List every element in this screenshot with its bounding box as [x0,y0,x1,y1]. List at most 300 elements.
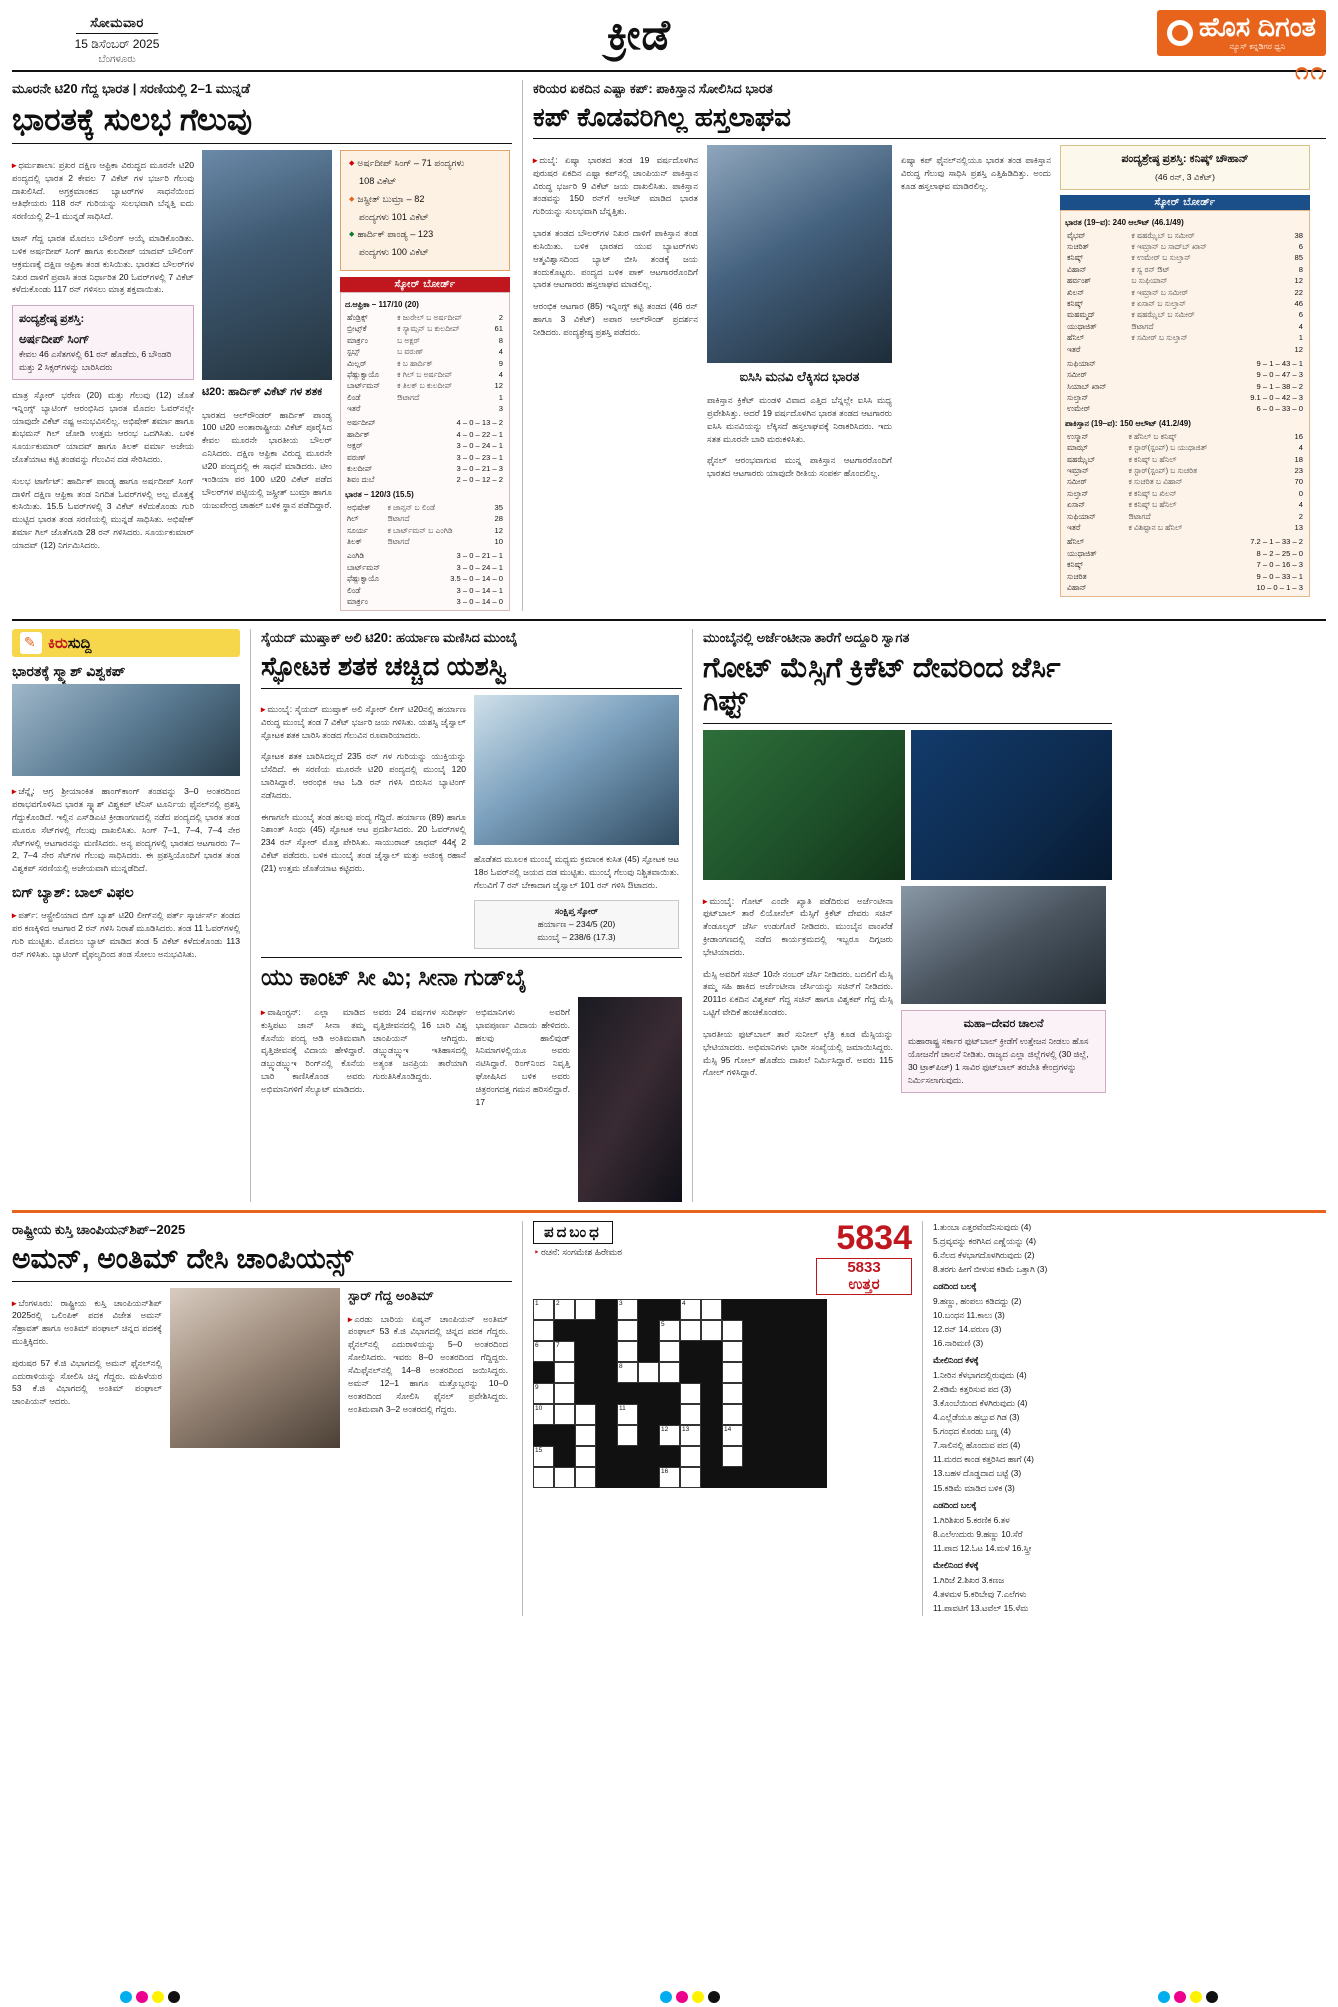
cell[interactable] [722,1404,743,1425]
bat-dismissal: ಕ ಕನಿಷ್ಕ್ ಬ ಹೆನಿಲ್ [1128,500,1177,510]
cell[interactable]: 15 [533,1446,554,1467]
cell[interactable]: 1 [533,1299,554,1320]
cell-block [680,1341,701,1362]
bat-dismissal: ಕ ಸ್ಯಾಮ್ಸನ್ ಬ ಕುಲದೀಪ್ [397,324,460,334]
cell[interactable] [617,1320,638,1341]
story-mumbai-para-2: ಈಗಾಗಲೇ ಮುಂಬೈ ತಂಡ ಹಲವು ಪಂದ್ಯ ಗೆದ್ದಿದೆ. ಹರ್ಯಾಣ (89) ಹಾಗೂ ನಿಶಾಂತ್ ಸಿಂಧು (45) ಸ್ಫೋಟಕ ಆಟ ಪ್ರದರ್ಶಿಸಿದರು. 20 ಓವರ್‌ಗಳಲ್ಲಿ 234 ರನ್ ಸ್ಕೋರ್ ಮೊತ್ತ ಪೇರಿಸಿತು. ಸಾಯುರಾಜ್ ಜಾಧವ್ 44ಕ್ಕೆ 2 ವಿಕೆಟ್ ಪಡೆದರು. ಬಳಿಕ ಮುಂಬೈ ತಂಡ ಜೈಸ್ವಾಲ್ ಮತ್ತು ಅಜಿಂಕ್ಯ ರಹಾನೆ (21) ಉತ್ತಮ ಜೊತೆಯಾಟ ಕಟ್ಟಿದರು. [261,811,466,874]
bowl-name: ಯುಧಾಜಿತ್ [1067,548,1097,558]
table-row [1065,499,1305,510]
table-row [1065,392,1305,403]
cell-block [701,1446,722,1467]
bat-name: ಸೂರ್ಯ [347,525,368,535]
clue-across-1: 5.ದ್ರವ್ಯವನ್ನು ಕರಗಿಸಿದ ಎಣ್ಣೆಯನ್ನು (4) [933,1236,1037,1247]
cell[interactable]: 13 [680,1425,701,1446]
cell[interactable] [554,1467,575,1488]
kirusuddi-badge-label-1: ಕಿರು [48,634,68,652]
bat-dismissal: ಕ ಕನಿಷ್ಕ್ ಬ ಹೆನಿಲ್ [1128,454,1177,464]
bat-name: ಯುಧಾಜಿತ್ [1067,321,1097,331]
scorecard-2-title: ಸ್ಕೋರ್ ಬೋರ್ಡ್ [1060,195,1310,210]
cell-block [701,1467,722,1488]
cell-block [806,1404,827,1425]
cell-block [575,1362,596,1383]
bat-runs: 1 [498,392,503,402]
bowl-name: ಅರ್ಷದೀಪ್ [347,418,376,428]
clue-across-2: 6.ನೆಲದ ಕೆಳಭಾಗದೊಳಗಿರುವುದು (2) [933,1250,1035,1261]
divider [12,143,512,144]
bowl-figures: 3 – 0 – 14 – 0 [456,596,503,606]
cell[interactable]: 5 [659,1320,680,1341]
bat-dismissal: ಕ ಗಿಲ್ ಬ ಅರ್ಷದೀಪ್ [397,369,453,379]
table-row [345,312,505,323]
cell-block [596,1320,617,1341]
table-row [1065,582,1305,593]
cell-block [743,1341,764,1362]
bat-name: ಇಮ್ರಾನ್ [1067,466,1089,476]
kirusuddi-item-1-title: ಬಿಗ್ ಬ್ಯಾಶ್: ಬಾಲ್ ವಿಫಲ [12,883,134,900]
cell-block [764,1299,785,1320]
cell[interactable] [617,1341,638,1362]
cell[interactable] [575,1446,596,1467]
table-row [345,550,505,561]
cell-block [743,1299,764,1320]
story-main-para-0: ▸ ಧರ್ಮಶಾಲಾ: ಪ್ರಖರ ದಕ್ಷಿಣ ಆಫ್ರಿಕಾ ವಿರುದ್ಧದ ಮೂರನೇ ಟಿ20 ಪಂದ್ಯದಲ್ಲಿ ಭಾರತ 2 ಕೇವಲ 7 ವಿಕೆಟ್ ಗಳ ಭರ್ಜರಿ ಗೆಲುವು ದಾಖಲಿಸಿದೆ. ಅಗ್ರಕ್ರಮಾಂಕದ ಬ್ಯಾಟರ್‌ಗಳ ಸಾಧನೆಯಿಂದ ಆತಿಥೇಯರು 118 ರನ್ ಗುರಿಯನ್ನು ಸುಲಭವಾಗಿ ಬೆನ್ನತ್ತಿ ಐದು ಸರಣಿಯಲ್ಲಿ 2–1 ಮುನ್ನಡೆ ಸಾಧಿಸಿದೆ. [12,159,194,223]
cell-block [659,1299,680,1320]
bat-runs: 12 [494,525,503,535]
cell-block [554,1320,575,1341]
cell-block [785,1467,806,1488]
table-row [1065,548,1305,559]
cell-block [596,1362,617,1383]
story-two-para-0: ▸ ದುಬೈ: ಏಷ್ಯಾ ಭಾರತದ ತಂಡ 19 ವರ್ಷದೊಳಗಿನ ಪುರುಷರ ಏಕದಿನ ಎಷ್ಟಾ ಕಪ್‌ನಲ್ಲಿ ಚಾಂಪಿಯನ್ ಪಾಕಿಸ್ತಾನ ವಿರುದ್ಧ ಭರ್ಜರಿ 9 ವಿಕೆಟ್ ಜಯ ದಾಖಲಿಸಿತು. ಪಾಕಿಸ್ತಾನ ತಂಡವನ್ನು 150 ರನ್‌ಗೆ ಆಲೌಟ್ ಮಾಡಿದ ಭಾರತ ಗುರಿಯನ್ನು ಸುಲಭವಾಗಿ ಬೆನ್ನತ್ತಿತು. [533,154,698,218]
cell[interactable]: 10 [533,1404,554,1425]
table-row [1065,252,1305,263]
bat-runs: 28 [494,514,503,524]
story-messi-headline: ಗೋಟ್ ಮೆಸ್ಸಿಗೆ ಕ್ರಿಕೆಟ್ ದೇವರಿಂದ ಜೆರ್ಸಿ ಗಿಫ್ಟ್ [703,651,1061,716]
cell-block [785,1320,806,1341]
story-main-kicker: ಮೂರನೇ ಟಿ20 ಗೆದ್ದ ಭಾರತ | ಸರಣಿಯಲ್ಲಿ 2–1 ಮುನ್ನಡೆ [12,81,250,96]
bat-name: ಹೆಂಡ್ರಿಕ್ಸ್ [347,312,368,322]
cell-block [638,1446,659,1467]
bowl-name: ಕನಿಷ್ಕ್ [1067,560,1083,570]
bat-dismissal: ಕ ಇಮ್ರಾನ್ ಬ ಸಾದ್‌ಬ್ ಖಾನ್ [1131,242,1207,251]
crossword-footnote [533,1492,912,1501]
bat-runs: 10 [494,537,503,546]
cell-block [638,1404,659,1425]
kirusuddi-item-1-body: ▸ ಪರ್ತ್: ಆಸ್ಟ್ರೇಲಿಯಾದ ಬಿಗ್ ಬ್ಯಾಶ್ ಟಿ20 ಲೀಗ್‌ನಲ್ಲಿ ಪರ್ತ್ ಸ್ಕಾರ್ಚರ್ಸ್ ತಂಡದ ಪರ ಕಣಕ್ಕಿಳಿದ ಆಟಗಾರ 2 ರನ್ ಗಳಿಸಿ ನಿರಾಶೆ ಮೂಡಿಸಿದರು. ತಂಡ 11 ಓವರ್‌ಗಳಲ್ಲಿ ಗುರಿ ಮುಟ್ಟಿತು. ಮೊದಲು ಬ್ಯಾಟ್ ಮಾಡಿದ ತಂಡ 5 ವಿಕೆಟ್ ಕಳೆದುಕೊಂಡು 113 ರನ್ ಗಳಿಸಿತು. ಬ್ಯಾಟಿಂಗ್ ವೈಫಲ್ಯದಿಂದ ತಂಡ ಸೋಲು ಅನುಭವಿಸಿತು. [12,909,240,961]
cell[interactable] [722,1341,743,1362]
table-row [345,474,505,485]
bat-dismissal: ಕ ಕನಿಷ್ಕ್ ಬ ಖಿಲನ್ [1128,488,1177,498]
cell-block [659,1383,680,1404]
cell-block [638,1383,659,1404]
bat-runs: 6 [1298,242,1303,251]
bat-dismissal: ಬ ಅಕ್ಷರ್ [397,335,421,345]
cell[interactable] [575,1299,596,1320]
cell-block [638,1425,659,1446]
cell-block [785,1341,806,1362]
table-row [1065,442,1305,453]
cell[interactable] [701,1299,722,1320]
bowl-name: ಸುಫಿಯಾನ್ [1067,358,1096,368]
bat-name: ಇತರೆ [347,404,361,414]
table-row [1065,431,1305,442]
bat-dismissal: ಕ ಇಮ್ರಾನ್ ಬ ಸಮೀರ್ [1131,287,1189,297]
cell-block [764,1362,785,1383]
brand-logo[interactable] [1157,10,1326,56]
bowl-figures: 9 – 0 – 33 – 1 [1256,571,1303,581]
masthead-date-block [12,10,222,65]
bat-runs: 4 [498,369,503,379]
scorecard-2-rowsA [1065,230,1305,355]
masthead-city: ಬೆಂಗಳೂರು [98,54,136,65]
award-panel-main-title: ಪಂದ್ಯಶ್ರೇಷ್ಠ ಪ್ರಶಸ್ತಿ: [19,312,85,325]
table-row [345,417,505,428]
bowl-figures: 3 – 0 – 24 – 1 [456,562,503,572]
story-two-para-1: ಭಾರತ ತಂಡದ ಬೌಲರ್‌ಗಳ ನಿಖರ ದಾಳಿಗೆ ಪಾಕಿಸ್ತಾನ ತಂಡ ಕುಸಿಯಿತು. ಬಳಿಕ ಭಾರತದ ಯುವ ಬ್ಯಾಟರ್‌ಗಳು ಆತ್ಮವಿಶ್ವಾಸದಿಂದ ಬ್ಯಾಟ್ ಬೀಸಿ ತಂಡಕ್ಕೆ ಜಯ ತಂದುಕೊಟ್ಟರು. ಪಂದ್ಯದ ಬಳಿಕ ಪಾಕ್ ಆಟಗಾರರೊಂದಿಗೆ ಭಾರತ ಆಟಗಾರರು ಹಸ್ತಲಾಘವ ಮಾಡಲಿಲ್ಲ. [533,227,698,290]
bat-name: ಷಹಝೈಬ್ [1067,454,1096,464]
cell[interactable]: 6 [533,1341,554,1362]
kirusuddi-item-0-photo [12,684,240,776]
bat-dismissal: ಕ ವಿಶಿಷ್ಟಾನ ಬ ಹೆನಿಲ್ [1128,522,1183,532]
bowl-figures: 6 – 0 – 33 – 0 [1256,404,1303,414]
clue-down-2: 3.ಕೊಂಬೆಯಿಂದ ಕೆಳಗಿರುವುದು (4) [933,1398,1028,1409]
bat-dismissal: ಕ ಸ್ವ ರನ್ ಔಟ್ [1131,264,1170,274]
story-wwe-para-0: ▸ ವಾಷಿಂಗ್ಟನ್: ಎಲ್ಲಾ ಮಾಡಿದ ಕುಸ್ತಿಪಟು ಜಾನ್ ಸೀನಾ ತಮ್ಮ ಕೊನೆಯ ಪಂದ್ಯ ಆಡಿ ಅಂತಿಮವಾಗಿ ವೃತ್ತಿಜೀವನಕ್ಕೆ ವಿದಾಯ ಹೇಳಿದ್ದಾರೆ. ಡಬ್ಲ್ಯುಡಬ್ಲ್ಯುಇ ರಿಂಗ್‌ನಲ್ಲಿ ಕೊನೆಯ ಬಾರಿ ಕಾಣಿಸಿಕೊಂಡ ಅವರು ಅಭಿಮಾನಿಗಳಿಗೆ ಸೆಲ್ಯೂಟ್ ಮಾಡಿದರು. [261,1006,365,1096]
bat-name: ಮಿಲ್ಲರ್ [347,358,367,368]
bat-dismissal: ಕ ಉಮೇರ್ ಬ ಸುಲ್ತಾನ್ [1131,253,1191,263]
match-summary-line-0: ಹರ್ಯಾಣ – 234/5 (20) [537,919,616,930]
answer-across-0: 1.ಗಿರಿಶಿಖರ 5.ಕರಣಿಕ 6.ತಳ [933,1514,1010,1525]
bat-runs: 4 [1298,321,1303,331]
cell-block [785,1362,806,1383]
cell[interactable] [575,1404,596,1425]
table-row [1065,511,1305,522]
table-row [1065,476,1305,487]
bat-runs: 0 [1298,488,1303,498]
bat-name: ಸ್ಟಬ್ಸ್ [347,347,360,357]
table-row [345,502,505,513]
bowl-name: ಸುಲ್ತಾನ್ [1067,393,1089,403]
cell-block [659,1446,680,1467]
stat-line-0-name: ◆ ಅರ್ಷದೀಪ್ ಸಿಂಗ್ – 71 ಪಂದ್ಯಗಳು [349,157,501,171]
table-row [1065,309,1305,320]
cell-block [785,1404,806,1425]
bat-name: ವಿಹಾನ್ [1067,264,1087,274]
story-mumbai [250,629,682,1202]
bat-name: ಸಮೀರ್ [1067,477,1087,487]
bat-runs: 6 [1298,310,1303,320]
clue-down-0: 1.ನೀರಿನ ಕೆಳಭಾಗದಲ್ಲಿರುವುದು (4) [933,1370,1027,1381]
match-summary [474,900,679,949]
scorecard-2-teamB: ಪಾಕಿಸ್ತಾನ (19–ವ): 150 ಆಲೌಟ್ (41.2/49) [1065,418,1191,428]
story-messi-para-1: ಮೆಸ್ಸಿ ಅವರಿಗೆ ಸಚಿನ್ 10ನೇ ನಂಬರ್ ಜೆರ್ಸಿ ನೀಡಿದರು. ಬದಲಿಗೆ ಮೆಸ್ಸಿ ತಮ್ಮ ಸಹಿ ಹಾಕಿದ ಅರ್ಜೆಂಟೀನಾ ಜೆರ್ಸಿಯನ್ನು ಸಚಿನ್‌ಗೆ ನೀಡಿದರು. 2011ರ ಏಕದಿನ ವಿಶ್ವಕಪ್ ಗೆದ್ದ ಸಚಿನ್ ಹಾಗೂ ವಿಶ್ವಕಪ್ ಗೆದ್ದ ಮೆಸ್ಸಿ ಒಟ್ಟಿಗೆ ವೇದಿಕೆ ಹಂಚಿಕೊಂಡರು. [703,968,893,1018]
scorecard-1-title: ಸ್ಕೋರ್ ಬೋರ್ಡ್ [340,277,510,292]
clue-across-7: 16.ನಾರಿಮಣಿ (3) [933,1338,984,1349]
bat-runs: 2 [1298,511,1303,521]
table-row [1065,287,1305,298]
clue-across-0: 1.ತುಂಬಾ ಎತ್ತರವೆಂದೆನಿಸುವುದು (4) [933,1222,1032,1233]
cell[interactable] [680,1320,701,1341]
clue-down-8: 15.ಕಡಿಮೆ ಮಾಡಿದ ಬಳಿಕ (3) [933,1482,1015,1493]
bat-dismissal: ಬ ಸುಫಿಯಾನ್ [1131,276,1168,286]
table-row [345,513,505,524]
award-panel-two-title: ಪಂದ್ಯಶ್ರೇಷ್ಠ ಪ್ರಶಸ್ತಿ: ಕನಿಷ್ಕ್ ಚೌಹಾನ್ [1121,153,1249,166]
bowl-figures: 3 – 0 – 21 – 3 [456,464,503,474]
masthead [12,10,1326,85]
stat-line-1-name: ◆ ಜಸ್ಪ್ರೀತ್ ಬುಮ್ರಾ – 82 [349,193,501,207]
cell-block [806,1362,827,1383]
cell-block [596,1425,617,1446]
section-title: ಕ್ರೀಡೆ [607,11,671,58]
bat-dismissal: ಕ ಜುರೇಲ್ ಬ ಅರ್ಷದೀಪ್ [397,312,462,322]
clue-across-5: 10.ಬಂಧನ 11.ಕಾಲು (3) [933,1310,1005,1321]
bat-dismissal: ಔಟಾಗದೆ [1131,321,1154,331]
clue-down-4: 5.ಗಂಧದ ಕೊರಡು ಬಣ್ಣ (4) [933,1426,1011,1437]
cell[interactable]: 9 [533,1383,554,1404]
cell[interactable] [533,1320,554,1341]
cell[interactable] [617,1425,638,1446]
cell[interactable]: 4 [680,1299,701,1320]
bat-runs: 4 [1298,500,1303,510]
bowl-figures: 9 – 1 – 43 – 1 [1256,358,1303,368]
bat-dismissal: ಬ ವರುಣ್ [397,347,424,357]
bat-dismissal: ಕ ಹೆನಿಲ್ ಬ ಕನಿಷ್ಕ್ [1128,431,1177,441]
table-row [345,525,505,536]
photo-bowler-celebrating [202,150,332,380]
bowl-figures: 8 – 2 – 25 – 0 [1256,548,1303,558]
cell-block [617,1446,638,1467]
table-row [1065,264,1305,275]
bat-dismissal: ಔಟಾಗದೆ [397,392,420,402]
bat-name: ಹೆನಿಲ್ [1067,333,1085,343]
story-mumbai-kicker: ಸೈಯದ್ ಮುಷ್ತಾಕ್ ಅಲಿ ಟಿ20: ಹರ್ಯಾಣ ಮಣಿಸಿದ ಮುಂಬೈ [261,630,518,646]
story-main-photo-caption: ಟಿ20: ಹಾರ್ದಿಕ್ ವಿಕೆಟ್ ಗಳ ಶತಕ [202,386,323,399]
cell-block [785,1446,806,1467]
bottom-section [12,1210,1326,1615]
bat-name: ಬ್ರೀಟ್ಸ್‌ಕೆ [347,324,367,334]
table-row [1065,298,1305,309]
story-main-para-3: ಸುಲಭ ಟಾರ್ಗೆಟ್: ಹಾರ್ದಿಕ್ ಪಾಂಡ್ಯ ಹಾಗೂ ಅರ್ಷದೀಪ್ ಸಿಂಗ್ ದಾಳಿಗೆ ದಕ್ಷಿಣ ಆಫ್ರಿಕಾ ತಂಡ ನಿಗದಿತ ಓವರ್‌ಗಳಲ್ಲಿ ಅಲ್ಪ ಮೊತ್ತಕ್ಕೆ ಕುಸಿಯಿತು. 15.5 ಓವರ್‌ಗಳಲ್ಲಿ 3 ವಿಕೆಟ್ ಕಳೆದುಕೊಂಡು ಗುರಿ ಮುಟ್ಟಿದ ಭಾರತ ತಂಡ ಸರಣಿಯಲ್ಲಿ ಮುನ್ನಡೆ ಸಾಧಿಸಿತು. ಅಭಿಷೇಕ್ ಶರ್ಮಾ ಗಿಲ್ ಜೊತೆಗೂಡಿ 28 ರನ್ ಗಳಿಸಿದರು. ಸೂರ್ಯಕುಮಾರ್ ಯಾದವ್ (12) ನಿರ್ಗಮಿಸಿದರು. [12,475,194,551]
story-two-sub-para-0: ಪಾಕಿಸ್ತಾನ ಕ್ರಿಕೆಟ್ ಮಂಡಳಿ ವಿವಾದ ಎತ್ತಿದ ಬೆನ್ನಲ್ಲೇ ಐಸಿಸಿ ಮಧ್ಯ ಪ್ರವೇಶಿಸಿತ್ತು. ಆದರೆ 19 ವರ್ಷದೊಳಗಿನ ಭಾರತ ತಂಡದ ಆಟಗಾರರು ಐಸಿಸಿ ಮನವಿಯನ್ನು ಲೆಕ್ಕಿಸದೆ ಹಸ್ತಲಾಘವಕ್ಕೆ ನಿರಾಕರಿಸಿದರು. ಇದು ಸತತ ಮೂರನೇ ಬಾರಿ ಮರುಕಳಿಸಿತು. [707,395,892,444]
bat-name: ಇತರೆ [1067,522,1081,532]
cell-block [785,1425,806,1446]
match-summary-title: ಸಂಕ್ಷಿಪ್ತ ಸ್ಕೋರ್ [554,906,599,917]
divider [261,957,682,958]
answers-across-heading: ಎಡದಿಂದ ಬಲಕ್ಕೆ [933,1499,977,1510]
scorecard-1-bowling2-table [345,550,505,607]
cell-block [533,1362,554,1383]
table-row [345,380,505,391]
bat-dismissal: ಕ ಸ್ಟಾರ್(ಸ್ಟಂಪ್) ಬ ಯುಧಾಜಿತ್ [1128,443,1208,453]
clue-across-3: 8.ತರಗು ಹೀಗೆ ಬೀಳುವ ಕಡಿಮೆ ಒತ್ತಾಗಿ (3) [933,1264,1048,1275]
story-main-photo [202,150,332,380]
bat-runs: 85 [1294,253,1303,263]
bat-name: ಸುಲ್ತಾನ್ [1067,488,1089,498]
messi-sub-panel [901,1010,1106,1093]
bat-runs: 4 [498,347,503,357]
cell-block [806,1320,827,1341]
answer-across-1: 8.ಎಲೆಉದುರು 9.ಹಣ್ಣು 10.ಸೆರೆ [933,1528,1023,1539]
bowl-name: ವರುಣ್ [347,452,366,462]
kirusuddi-item-0-body: ▸ ಚೆನ್ನೈ: ಆಗ್ರ ಶ್ರೀಯಾಂಕಿತ ಹಾಂಗ್‌ಕಾಂಗ್ ತಂಡವನ್ನು 3–0 ಅಂತರದಿಂದ ಪರಾಭವಗೊಳಿಸಿದ ಭಾರತ ಸ್ಮ್ಯಾಶ್ ವಿಶ್ವಕಪ್ ಟೆನಿಸ್ ಟೂರ್ನಿಯ ಫೈನಲ್‌ನಲ್ಲಿ ಪ್ರಶಸ್ತಿ ಗೆದ್ದುಕೊಂಡಿದೆ. ಇಲ್ಲಿನ ಎಸ್‌ಡಿಎಟಿ ಕ್ರೀಡಾಂಗಣದಲ್ಲಿ ನಡೆದ ಪಂದ್ಯದಲ್ಲಿ ಭಾರತ ತಂಡ ಮೂರೂ ಸೆಟ್‌ಗಳಲ್ಲಿ ಗೆಲುವು ದಾಖಲಿಸಿತು. ಸಿಂಗ್ 7–1, 7–4, 7–4 ನೇರ ಸೆಟ್‌ಗಳಲ್ಲಿ ಆಟಗಾರನನ್ನು ಮಣಿಸಿದರು. ಅನ್ಯ ಪಂದ್ಯಗಳಲ್ಲಿ ಭಾರತದ ಆಟಗಾರರು 7–2, 7–4 ನೇರ ಸೆಟ್‌ಗಳ ಗೆಲುವು ಸಾಧಿಸಿದರು. ಈ ಪ್ರಶಸ್ತಿಯೊಂದಿಗೆ ಭಾರತ ತಂಡ ವಿಶ್ವಕಪ್ ಸರಣಿಯಲ್ಲಿ ಅಜೇಯವಾಗಿ ಮುನ್ನಡೆದಿದೆ. [12,785,240,875]
bat-dismissal: ಔಟಾಗದೆ [387,537,410,546]
story-kusti-subhead: ಸ್ಟಾರ್ ಗೆದ್ದ ಅಂತಿಮ್ [348,1287,434,1303]
bat-dismissal [395,403,488,414]
cell[interactable] [638,1362,659,1383]
story-messi-sub-body: ಮಹಾರಾಷ್ಟ್ರ ಸರ್ಕಾರ ಫುಟ್‌ಬಾಲ್ ಕ್ರೀಡೆಗೆ ಉತ್ತೇಜನ ನೀಡಲು ಹೊಸ ಯೋಜನೆಗೆ ಚಾಲನೆ ನೀಡಿತು. ರಾಜ್ಯದ ಎಲ್ಲಾ ಜಿಲ್ಲೆಗಳಲ್ಲಿ (30 ಜಿಲ್ಲೆ, 30 ಟ್ರಾಕ್‌ಪಿಚ್) 1 ಸಾವಿರ ಫುಟ್‌ಬಾಲ್ ತರಬೇತಿ ಕೇಂದ್ರಗಳನ್ನು ನಿರ್ಮಿಸಲಾಗುವುದು. [908,1036,1089,1086]
cell[interactable] [575,1425,596,1446]
scorecard-1-batting-table [345,312,505,415]
story-kusti-sub-body: ▸ ಎರಡು ಬಾರಿಯ ಏಷ್ಯನ್ ಚಾಂಪಿಯನ್ ಅಂತಿಮ್ ಪಂಘಾಲ್ 53 ಕೆ.ಜಿ ವಿಭಾಗದಲ್ಲಿ ಚಿನ್ನದ ಪದಕ ಗೆದ್ದರು. ಫೈನಲ್‌ನಲ್ಲಿ ಎದುರಾಳಿಯನ್ನು 5–0 ಅಂತರದಿಂದ ಸೋಲಿಸಿದರು. ಇವರು 8–0 ಅಂತರದಿಂದ ಗೆದ್ದಿದ್ದರು. ಸೆಮಿಫೈನಲ್‌ನಲ್ಲಿ 14–8 ಅಂತರದಿಂದ ಜಯಿಸಿದ್ದರು. ಅಮನ್ 12–1 ಹಾಗೂ ಮತ್ತೊಬ್ಬರನ್ನು 10–0 ಅಂತರದಿಂದ ಸೋಲಿಸಿ ಫೈನಲ್ ಪ್ರವೇಶಿಸಿದ್ದರು. ಅಂತಿಮವಾಗಿ 3–2 ಅಂತರದಲ್ಲಿ ಗೆದ್ದರು. [348,1313,508,1416]
cell[interactable] [554,1362,575,1383]
cell[interactable] [575,1467,596,1488]
bowl-figures: 4 – 0 – 13 – 2 [456,418,503,428]
cell[interactable]: 16 [659,1467,680,1488]
table-row [345,596,505,607]
bat-runs: 16 [1294,431,1303,441]
story-kusti-kicker: ರಾಷ್ಟ್ರೀಯ ಕುಸ್ತಿ ಚಾಂಪಿಯನ್‌ಶಿಪ್–2025 [12,1222,186,1238]
table-row [345,335,505,346]
photo-batsmen-drinking [474,695,679,845]
table-row [345,573,505,584]
photo-messi-on-stage [901,886,1106,1004]
scorecard-1-bowling-table [345,417,505,485]
bowl-figures: 9 – 0 – 47 – 3 [1256,370,1303,380]
registration-marks-right [1158,1991,1218,2003]
cell[interactable] [659,1341,680,1362]
table-row [1065,465,1305,476]
photo-team-celebration [12,684,240,776]
clue-across-6: 12.ರನ್ 14.ವರುಣ (3) [933,1324,1002,1335]
middle-section [12,619,1326,1202]
cell[interactable] [701,1320,722,1341]
story-two-headline: ಕಪ್ ಕೊಡವರಿಗಿಲ್ಲ ಹಸ್ತಲಾಘವ [533,101,791,132]
cell[interactable] [680,1383,701,1404]
cell-block [575,1320,596,1341]
story-two-para-2: ಆರಂಭಿಕ ಆಟಗಾರ (85) ಇನ್ನಿಂಗ್ಸ್ ಕಟ್ಟಿ ತಂಡದ (46 ರನ್ ಹಾಗೂ 3 ವಿಕೆಟ್) ಅಪಾರ ಆಲ್‌ರೌಂಡ್ ಪ್ರದರ್ಶನ ನೀಡಿದರು. ಪಂದ್ಯಶ್ರೇಷ್ಠ ಪ್ರಶಸ್ತಿ ಪಡೆದರು. [533,300,698,337]
bat-runs: 12 [1294,276,1303,286]
table-row [1065,536,1305,547]
cell[interactable]: 2 [554,1299,575,1320]
cell-block [806,1467,827,1488]
table-row [345,392,505,403]
cell[interactable] [554,1383,575,1404]
cell[interactable]: 12 [659,1425,680,1446]
table-row [1065,241,1305,252]
clue-down-3: 4.ಎಲ್ಲೆಡೆಯೂ ಹಬ್ಬುವ ಗಿಡ (3) [933,1412,1020,1423]
cell[interactable]: 7 [554,1341,575,1362]
bowl-name: ಮಾರ್ಕ್ರಂ [347,596,368,606]
cell-block [806,1299,827,1320]
cell[interactable] [722,1383,743,1404]
bat-name: ವೈಭವ್ [1067,230,1086,240]
cell-block [554,1446,575,1467]
award-panel-two [1060,145,1310,189]
cell[interactable] [659,1362,680,1383]
cell-block [806,1425,827,1446]
cell[interactable] [680,1404,701,1425]
cell[interactable] [722,1446,743,1467]
registration-marks-center [660,1991,720,2003]
top-section [12,80,1326,611]
cell-block [596,1383,617,1404]
bat-name: ಲಿಂಡೆ [347,392,361,402]
cell[interactable] [533,1467,554,1488]
cell-block [764,1320,785,1341]
table-row [1065,571,1305,582]
bat-runs: 22 [1294,287,1303,297]
table-row [1065,559,1305,570]
masthead-day: ಸೋಮವಾರ [76,15,158,34]
bowl-name: ಎಂಗಿಡಿ [347,551,365,561]
kirusuddi-badge-label-2: ಸುದ್ದಿ [67,634,92,652]
cell-block [743,1383,764,1404]
bowl-figures: 4 – 0 – 22 – 1 [456,429,503,439]
bat-name: ಏಸಾನ್ [1067,500,1086,510]
story-two [522,80,1326,611]
sun-icon [1167,20,1193,46]
story-main-para-2: ಮಾತ್ರ ಸ್ಕೋರ್ ಭರೇಣ (20) ಮತ್ತು ಗೆಲುವು (12) ಜೊತೆ ಇನ್ನಿಂಗ್ಸ್ ಬ್ಯಾಟಿಂಗ್ ಆರಂಭಿಸಿದ ಭಾರತ ಮೊದಲ ಓವರ್‌ನಲ್ಲೇ ಯಾವುದೇ ವಿಕೆಟ್ ನಷ್ಟ ಅನುಭವಿಸಲಿಲ್ಲ. ಅಭಿಷೇಕ್ ಶರ್ಮಾ ಹಾಗೂ ಶುಭಮನ್ ಗಿಲ್ ಜೋಡಿ ಉತ್ತಮ ಆರಂಭ ಒದಗಿಸಿತು. ಬಳಿಕ ಸೂರ್ಯಕುಮಾರ್ ಯಾದವ್ ಹಾಗೂ ತಿಲಕ್ ವರ್ಮಾ ಅಜೇಯ ಜೊತೆಯಾಟ ಕಟ್ಟಿ ತಂಡವನ್ನು ಗೆಲುವಿನ ದಡ ಸೇರಿಸಿದರು. [12,389,194,465]
cell[interactable] [680,1446,701,1467]
bat-runs: 23 [1294,466,1303,476]
bat-runs: 38 [1294,230,1303,240]
scorecard-1-chase-line: ಭಾರತ – 120/3 (15.5) [345,489,414,499]
story-kusti [12,1221,512,1615]
cell[interactable] [680,1467,701,1488]
bowl-figures: 3.5 – 0 – 14 – 0 [450,574,503,584]
story-main-photo-text: ಭಾರತದ ಆಲ್‌ರೌಂಡರ್ ಹಾರ್ದಿಕ್ ಪಾಂಡ್ಯ 100 ಟಿ20 ಅಂತಾರಾಷ್ಟ್ರೀಯ ವಿಕೆಟ್ ಪೂರೈಸಿದ ಕೇವಲ ಮೂರನೇ ಭಾರತೀಯ ಬೌಲರ್ ಎನಿಸಿದರು. ದಕ್ಷಿಣ ಆಫ್ರಿಕಾ ವಿರುದ್ಧ ಮೂರನೇ ಟಿ20 ಪಂದ್ಯದಲ್ಲಿ ಈ ಸಾಧನೆ ಮಾಡಿದರು. ಟೀಂ ಇಂಡಿಯಾ ಪರ 100 ಟಿ20 ವಿಕೆಟ್ ಪಡೆದ ಬೌಲರ್‌ಗಳ ಪಟ್ಟಿಯಲ್ಲಿ ಜಸ್ಪ್ರೀತ್ ಬುಮ್ರಾ ಹಾಗೂ ಯಜುವೇಂದ್ರ ಚಾಹಲ್ ಬಳಿಕ ಸ್ಥಾನ ಪಡೆದಿದ್ದಾರೆ. [202,409,332,510]
bat-dismissal: ಕ ಜಾನ್ಸನ್ ಬ ಲಿಂಡೆ [387,502,436,512]
cell-block [638,1320,659,1341]
cell[interactable] [554,1404,575,1425]
cell[interactable]: 3 [617,1299,638,1320]
cell-block [722,1299,743,1320]
story-wwe-para-2: ಅಭಿಮಾನಿಗಳು ಅವರಿಗೆ ಭಾವಪೂರ್ಣ ವಿದಾಯ ಹೇಳಿದರು. ಹಲವು ಹಾಲಿವುಡ್ ಸಿನಿಮಾಗಳಲ್ಲಿಯೂ ಅವರು ನಟಿಸಿದ್ದಾರೆ. ರಿಂಗ್‌ನಿಂದ ನಿವೃತ್ತಿ ಘೋಷಿಸಿದ ಬಳಿಕ ಅವರು ಚಿತ್ರರಂಗದತ್ತ ಗಮನ ಹರಿಸಲಿದ್ದಾರೆ. 17 [475,1006,571,1108]
bat-name: ಹರ್ವಂಶ್ [1067,276,1092,286]
bowl-name: ಬಾರ್ಟ್‌ಮನ್ [347,562,381,572]
answers-down-heading: ಮೇಲಿನಿಂದ ಕೆಳಕ್ಕೆ [933,1559,979,1570]
bowl-name: ಹೆನಿಲ್ [1067,537,1085,547]
cell-block [701,1404,722,1425]
table-row [345,440,505,451]
cell[interactable] [722,1320,743,1341]
cell[interactable]: 11 [617,1404,638,1425]
kirusuddi-item-0-title: ಭಾರತಕ್ಕೆ ಸ್ಮ್ಯಾಶ್ ವಿಶ್ವಕಪ್ [12,663,126,680]
cell[interactable] [722,1362,743,1383]
cell[interactable]: 8 [617,1362,638,1383]
crossword-subtitle-text: ರಚನೆ: ಸಂಗಮೇಶ ಹಿರೇಮಠ [541,1247,623,1258]
stat-line-2-value: ಪಂದ್ಯಗಳು 100 ವಿಕೆಟ್ [359,247,429,258]
cell[interactable]: 14 [722,1425,743,1446]
scorecard-2-bowlB [1065,536,1305,593]
scorecard-2-rowsB [1065,431,1305,534]
divider [12,1281,512,1282]
kirusuddi-badge[interactable] [12,629,240,657]
crossword-prev-number: 5833 [847,1259,881,1277]
scorecard-1-team-line: ದ.ಆಫ್ರಿಕಾ – 117/10 (20) [345,299,419,309]
cell-block [701,1341,722,1362]
story-wwe-para-1: ಅವರು 24 ವರ್ಷಗಳ ಸುದೀರ್ಘ ವೃತ್ತಿಜೀವನದಲ್ಲಿ 16 ಬಾರಿ ವಿಶ್ವ ಚಾಂಪಿಯನ್ ಆಗಿದ್ದರು. ಡಬ್ಲ್ಯುಡಬ್ಲ್ಯುಇ ಇತಿಹಾಸದಲ್ಲಿ ಅತ್ಯಂತ ಜನಪ್ರಿಯ ತಾರೆಯಾಗಿ ಗುರುತಿಸಿಕೊಂಡಿದ್ದರು. [372,1006,468,1082]
answer-down-0: 1.ಗಿರಿಜೆ 2.ಶಿಖರ 3.ಕಣಜ [933,1574,1005,1585]
cell-block [617,1383,638,1404]
crossword-grid[interactable] [533,1299,912,1488]
cell-block [659,1404,680,1425]
megaphone-icon [20,632,42,654]
bowl-name: ಕುಲದೀಪ್ [347,464,373,474]
cell-block [701,1362,722,1383]
scorecard-1 [340,277,510,611]
bowl-figures: 3 – 0 – 21 – 1 [456,551,503,561]
